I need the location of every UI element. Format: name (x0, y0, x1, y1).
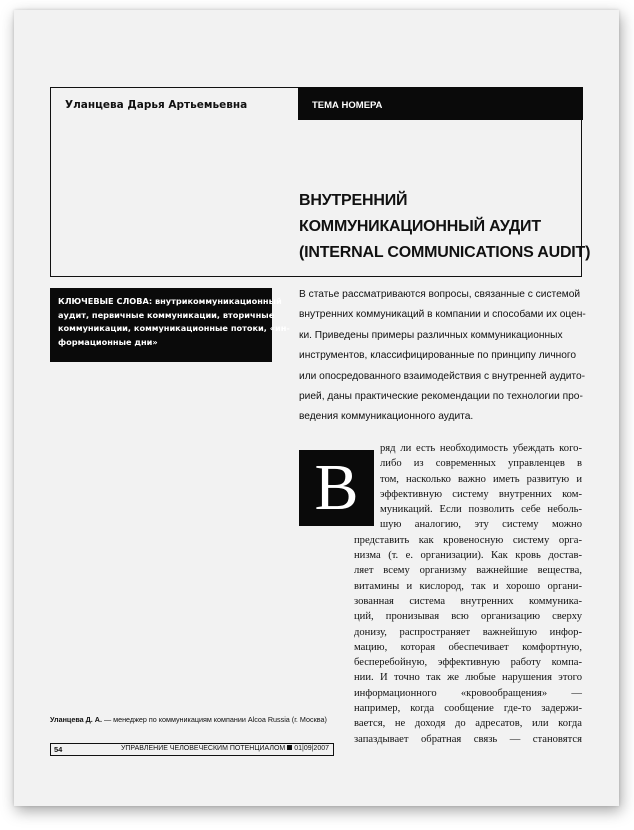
title-line: (INTERNAL COMMUNICATIONS AUDIT) (299, 244, 591, 261)
abstract-line: ведения коммуникационного аудита. (299, 411, 474, 423)
abstract-line: инструментов, классифицированные по принципу личного (299, 350, 577, 362)
section-label: ТЕМА НОМЕРА (312, 100, 383, 111)
page-footer (50, 743, 334, 756)
abstract-line: В статье рассматриваются вопросы, связанные с системой (299, 289, 581, 300)
body-line: низма (т. е. организации). Как кровь достав- (354, 550, 582, 562)
body-line: вается, не доходя до адресатов, или когда (354, 718, 582, 730)
abstract-line: внутренних коммуникаций в компании и способами их оцен- (299, 309, 586, 321)
journal-name: УПРАВЛЕНИЕ ЧЕЛОВЕЧЕСКИМ ПОТЕНЦИАЛОМ (120, 745, 286, 752)
body-line: мацию, которая обеспечивает комфортную, (354, 641, 582, 653)
body-line: нии. И точно так же любые нарушения этого (354, 672, 582, 684)
keywords-line: коммуникации, коммуникационные потоки, «ин- (58, 323, 290, 334)
author-footnote-name: Уланцева Д. А. (50, 715, 102, 724)
article-body (299, 441, 582, 747)
article-header (50, 87, 591, 277)
body-line: шую аналогию, эту систему можно (380, 519, 582, 531)
body-line: ций, пронизывая всю организацию сверху (354, 611, 582, 623)
body-line: запаздывает обратная связь — становятся (354, 733, 582, 745)
body-line: муникаций. Если позволить себе неболь- (380, 504, 582, 516)
body-line: ляет всему организму важнейшие вещества, (354, 565, 582, 577)
body-line: информационного «кровообращения» — (354, 687, 582, 699)
author-footnote-role: — менеджер по коммуникациям компании Alcoa Russia (г. Москва) (101, 715, 327, 724)
square-bullet-icon (287, 745, 292, 750)
drop-cap: В (299, 450, 374, 526)
abstract-line: рией, даны практические рекомендации по технологии про- (299, 391, 583, 403)
keywords-text (58, 295, 290, 349)
body-line: эффективную систему внутренних ком- (380, 488, 582, 500)
body-line: витамины и кислород, так и хорошо органи- (354, 580, 582, 592)
body-line: том, насколько важно иметь развитую и (380, 473, 582, 485)
title-line: ВНУТРЕННИЙ (299, 192, 408, 209)
author-footnote (50, 715, 327, 724)
body-line: зованная система внутренних коммуника- (354, 595, 582, 607)
article-abstract (299, 285, 584, 428)
keywords-line: аудит, первичные коммуникации, вторичные (58, 309, 275, 320)
article-title (299, 188, 591, 266)
abstract-line: или опосредованного взаимодействия с внутренней аудито- (299, 370, 586, 382)
body-line: либо из современных управленцев в (380, 458, 582, 470)
keywords-line: формационные дни» (58, 336, 158, 347)
keywords-line: КЛЮЧЕВЫЕ СЛОВА: внутрикоммуникационный (58, 296, 282, 306)
body-line: представить как кровеносную систему орга- (354, 534, 582, 546)
title-line: КОММУНИКАЦИОННЫЙ АУДИТ (299, 218, 541, 235)
body-line: ряд ли есть необходимость убеждать кого- (380, 443, 582, 454)
issue-date: 01|09|2007 (294, 745, 329, 752)
page-number: 54 (54, 745, 63, 754)
abstract-line: ки. Приведены примеры различных коммуникационных (299, 329, 563, 341)
body-line: донизу, распространяет важнейшую инфор- (354, 626, 582, 638)
section-bar (298, 87, 583, 120)
author-name: Уланцева Дарья Артьемьевна (65, 99, 248, 111)
journal-page (14, 10, 619, 806)
journal-credit (121, 745, 329, 752)
keywords-box (50, 288, 290, 362)
body-line: например, когда сообщение где-то задержи- (354, 703, 582, 715)
body-line: бесперебойную, эффективную работу компа- (354, 657, 582, 669)
